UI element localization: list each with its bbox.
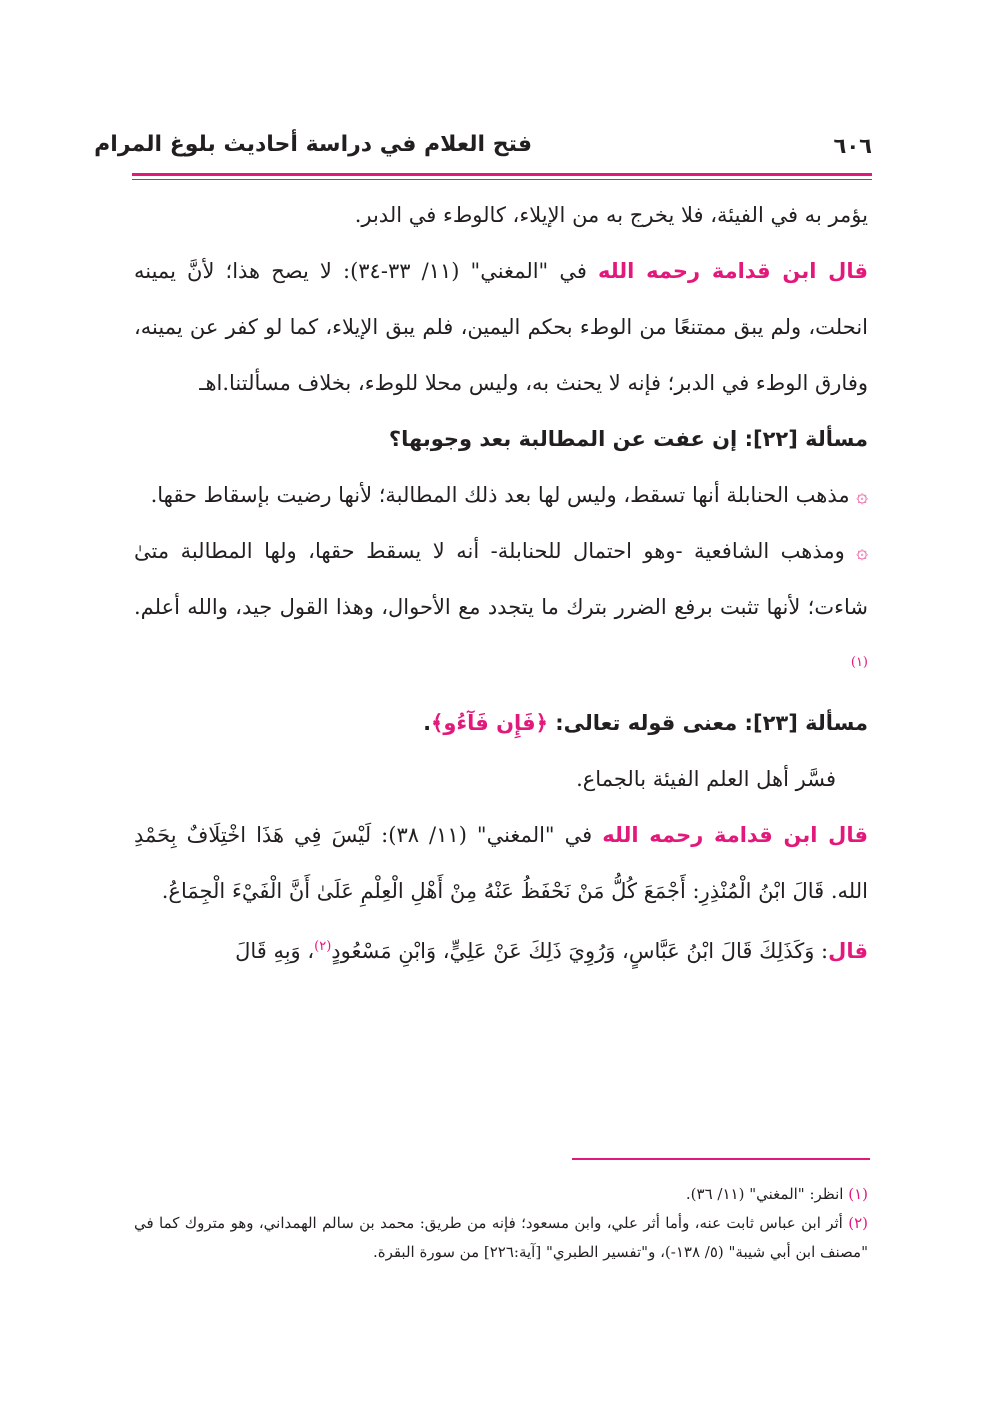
header-rule-thick — [132, 173, 872, 176]
author-citation: قال ابن قدامة رحمه الله — [597, 259, 868, 283]
footnote-number: (١) — [848, 1185, 868, 1203]
header-rule-thin — [132, 179, 872, 180]
footnote-ref-2: (٢) — [314, 939, 332, 954]
footnote-number: (٢) — [848, 1214, 868, 1232]
question-22-heading: مسألة [٢٢]: إن عفت عن المطالبة بعد وجوبها؟ — [388, 427, 868, 451]
bullet-2-text: ومذهب الشافعية -وهو احتمال للحنابلة- أنه لا يسقط حقها، ولها المطالبة متىٰ شاءت؛ لأنها تثبت برفع الضرر بترك ما يتجدد مع الأحوال، وهذا القول جيد، والله أعلم. — [134, 539, 868, 619]
question-23-text: مسألة [٢٣]: معنى قوله تعالى: — [547, 711, 868, 735]
footnote-text: انظر: "المغني" (١١/ ٣٦). — [685, 1185, 849, 1203]
footnote-separator — [572, 1158, 870, 1160]
quran-verse: ﴿فَإِن فَآءُو﴾ — [431, 711, 548, 735]
footnote-ref-1: (١) — [850, 655, 868, 670]
paragraph-4-text: في "المغني" (١١/ ٣٨): لَيْسَ فِي هَذَا اخْتِلَافٌ بِحَمْدِ الله. قَالَ ابْنُ الْمُنْذِرِ: أَجْمَعَ كُلُّ مَنْ نَحْفَظُ عَنْهُ مِنْ أَهْلِ الْعِلْمِ عَلَىٰ أَنَّ الْفَيْءَ الْجِمَاعُ. — [134, 823, 868, 903]
footnote-1 — [134, 1180, 868, 1209]
footnote-2 — [134, 1209, 868, 1267]
paragraph-1: يؤمر به في الفيئة، فلا يخرج به من الإيلاء، كالوطء في الدبر. — [354, 203, 868, 227]
paragraph-4 — [134, 807, 868, 919]
paragraph-2 — [134, 243, 868, 411]
paragraph-5-text-a: : وَكَذَلِكَ قَالَ ابْنُ عَبَّاسٍ، وَرُوِيَ ذَلِكَ عَنْ عَلِيٍّ، وَابْنِ مَسْعُودٍ — [331, 939, 829, 963]
bullet-ornament-icon: ۞ — [856, 539, 868, 563]
footnotes — [134, 1180, 868, 1267]
paragraph-2-text: في "المغني" (١١/ ٣٣-٣٤): لا يصح هذا؛ لأنَّ يمينه انحلت، ولم يبق ممتنعًا من الوطء بحكم اليمين، فلم يبق الإيلاء، كما لو كفر عن يمينه، وفارق الوطء في الدبر؛ فإنه لا يحنث به، وليس محلا للوطء، بخلاف مسألتنا.اهـ — [134, 259, 868, 395]
bullet-1-text: مذهب الحنابلة أنها تسقط، وليس لها بعد ذلك المطالبة؛ لأنها رضيت بإسقاط حقها. — [150, 483, 857, 507]
paragraph-3: فسَّر أهل العلم الفيئة بالجماع. — [576, 767, 836, 791]
main-text — [134, 187, 868, 979]
question-23-end: . — [423, 711, 432, 735]
bullet-2 — [134, 523, 868, 695]
paragraph-5 — [134, 919, 868, 979]
footnote-text: أثر ابن عباس ثابت عنه، وأما أثر علي، وابن مسعود؛ فإنه من طريق: محمد بن سالم الهمداني، وهو متروك كما في "مصنف ابن أبي شيبة" (٥/ ١٣٨-)، و"تفسير الطبري" [آية:٢٢٦] من سورة البقرة. — [134, 1214, 868, 1261]
paragraph-5-text-b: ، وَبِهِ قَالَ — [235, 939, 315, 963]
said-label: قال — [828, 939, 868, 963]
bullet-1 — [134, 467, 868, 523]
author-citation: قال ابن قدامة رحمه الله — [602, 823, 868, 847]
question-23-heading — [134, 695, 868, 751]
page-number: ٦٠٦ — [833, 134, 872, 158]
running-header-title: فتح العلام في دراسة أحاديث بلوغ المرام — [94, 132, 532, 157]
bullet-ornament-icon: ۞ — [856, 483, 868, 507]
